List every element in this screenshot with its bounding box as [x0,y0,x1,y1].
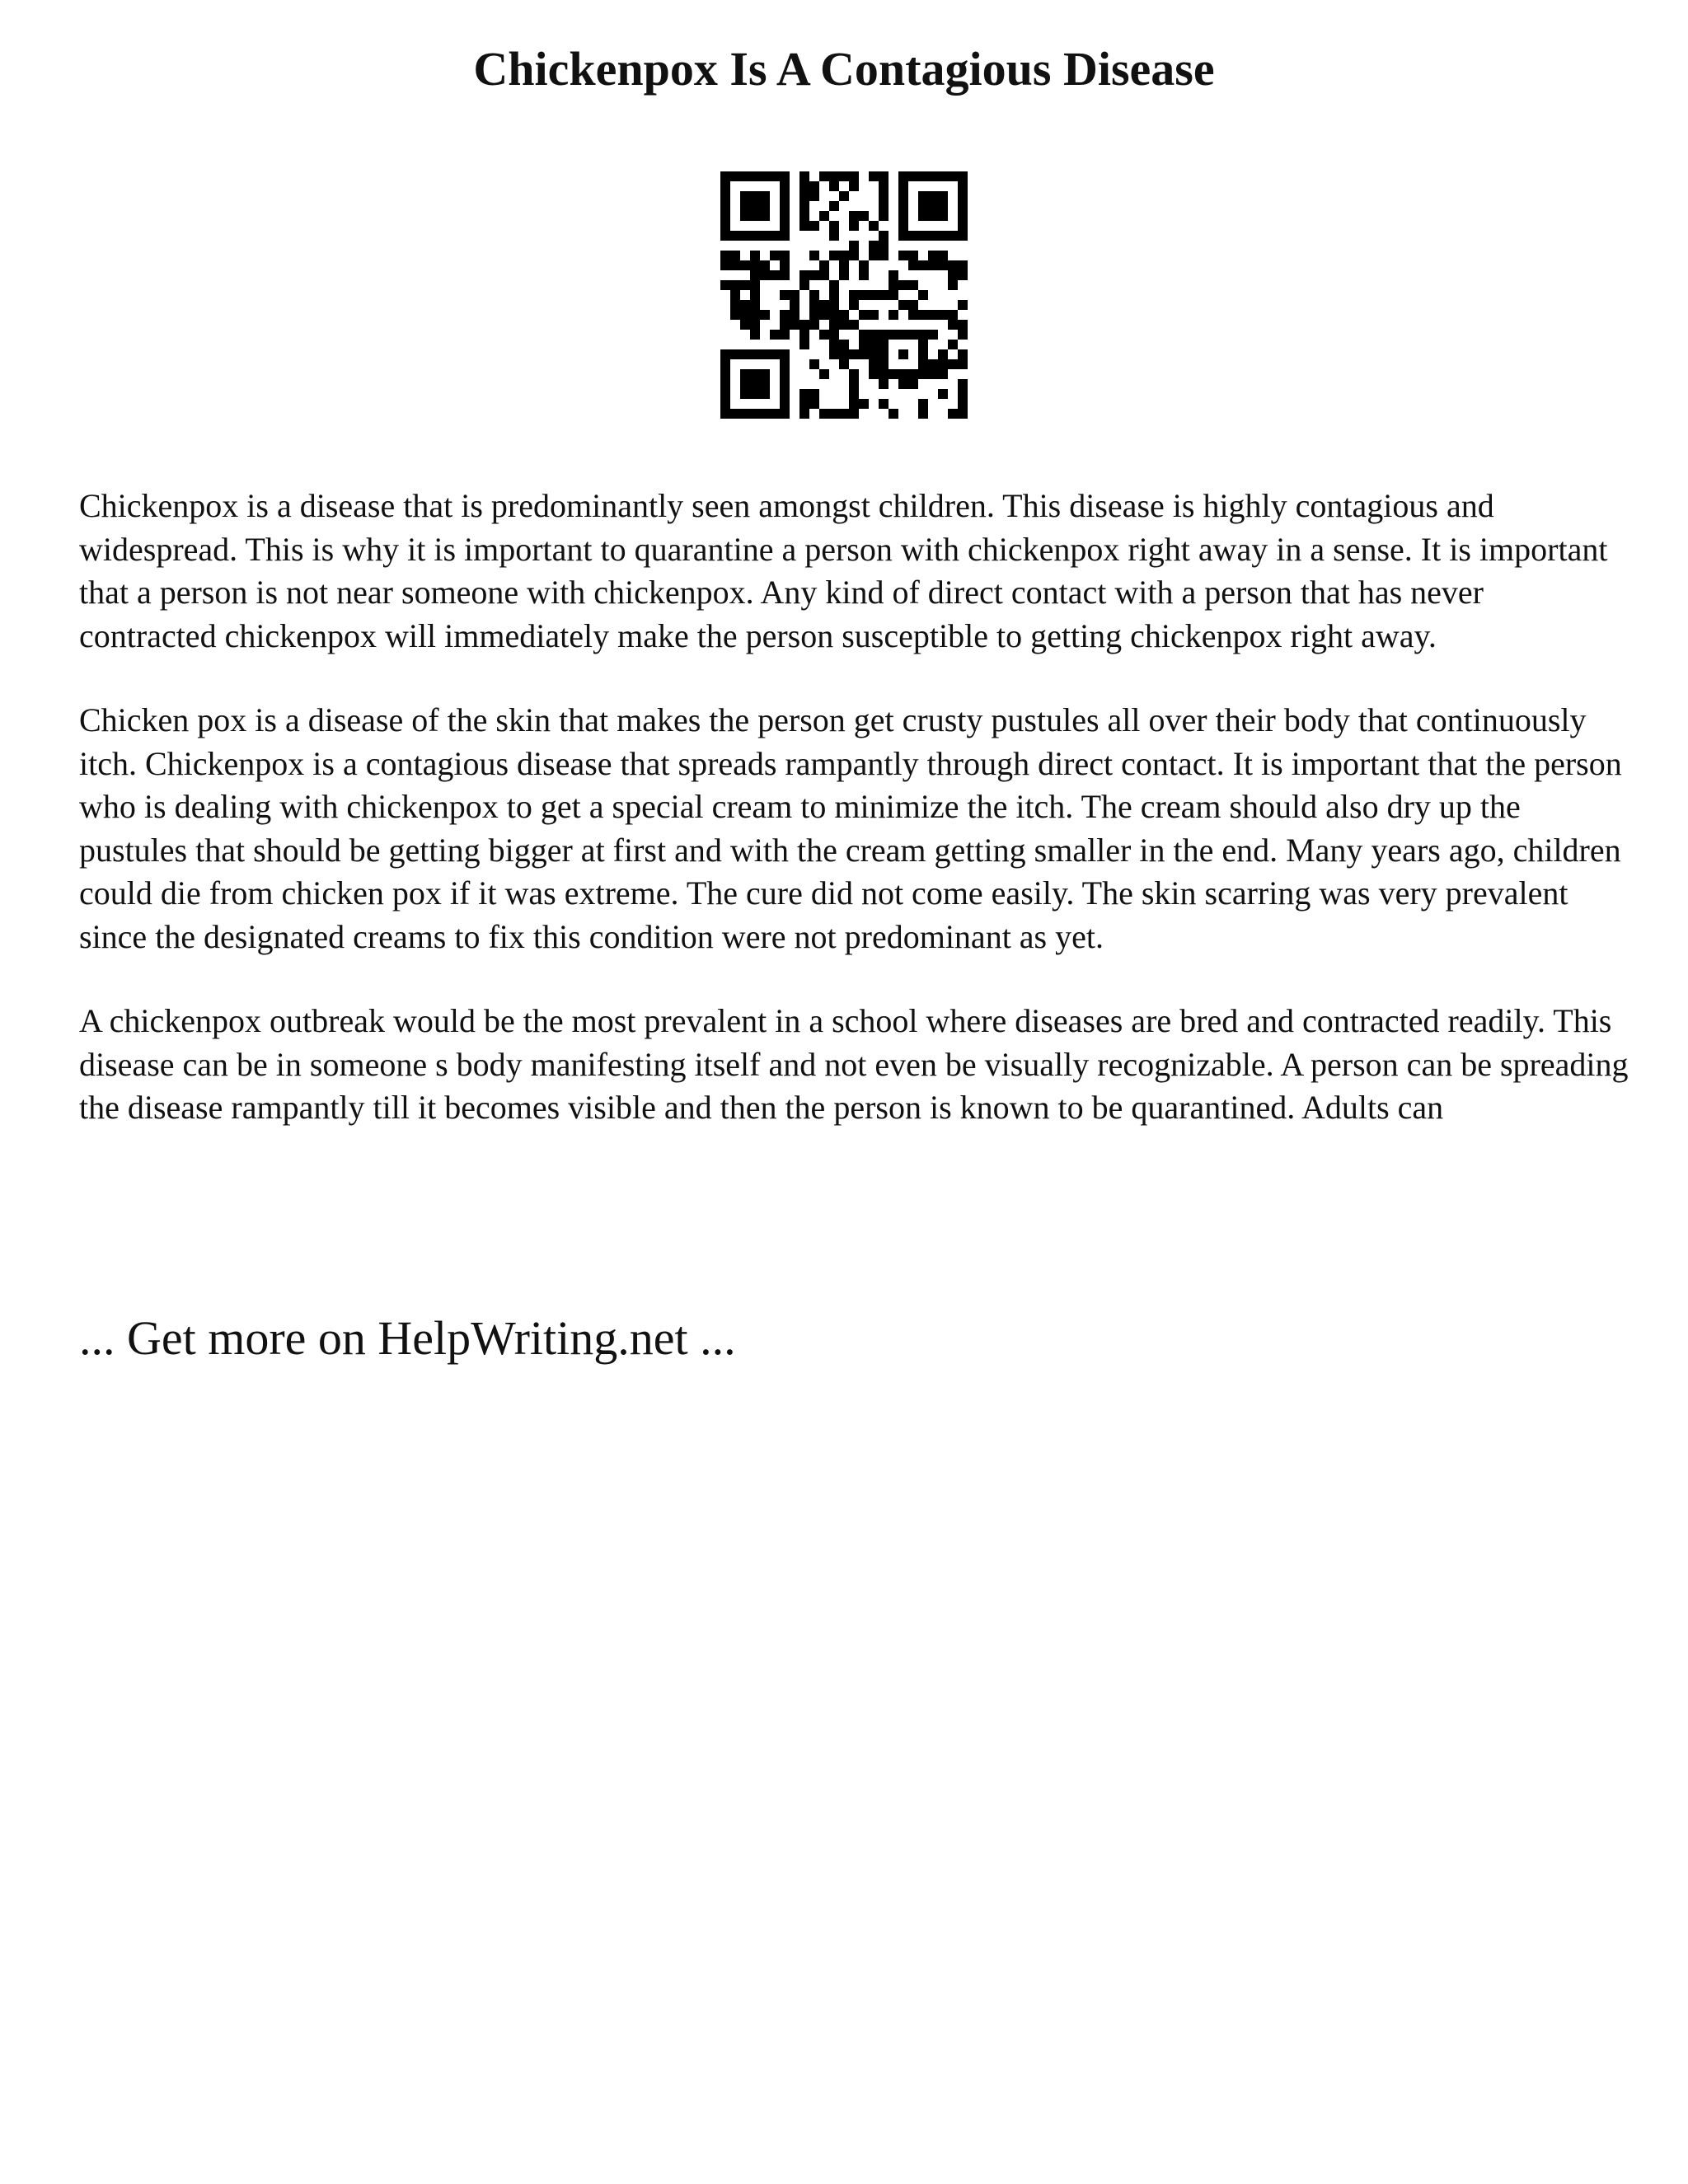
get-more-link[interactable]: ... Get more on HelpWriting.net ... [79,1311,736,1365]
article-body [79,485,1629,1171]
paragraph-1: Chickenpox is a disease that is predominantly seen amongst children. This disease is highly contagious and widespread. This is why it is important to quarantine a person with chickenpox right away in a sense. It is important that a person is not near someone with chickenpox. Any kind of direct contact with a person that has never contracted chickenpox will immediately make the person susceptible to getting chickenpox right away. [79,487,1608,654]
paragraph-2: Chicken pox is a disease of the skin that makes the person get crusty pustules all over their body that continuously itch. Chickenpox is a contagious disease that spreads rampantly through direct contact. It is important that the person who is dealing with chickenpox to get a special cream to minimize the itch. The cream should also dry up the pustules that should be getting bigger at first and with the cream getting smaller in the end. Many years ago, children could die from chicken pox if it was extreme. The cure did not come easily. The skin scarring was very prevalent since the designated creams to fix this condition were not predominant as yet. [79,701,1622,955]
paragraph-3: A chickenpox outbreak would be the most prevalent in a school where diseases are bred and contracted readily. This disease can be in someone s body manifesting itself and not even be visually recognizable. A person can be spreading the disease rampantly till it becomes visible and then the person is known to be quarantined. Adults can [79,1002,1629,1126]
page-title: Chickenpox Is A Contagious Disease [473,42,1215,96]
qr-code-graphic [720,171,968,419]
qr-code [720,171,968,419]
